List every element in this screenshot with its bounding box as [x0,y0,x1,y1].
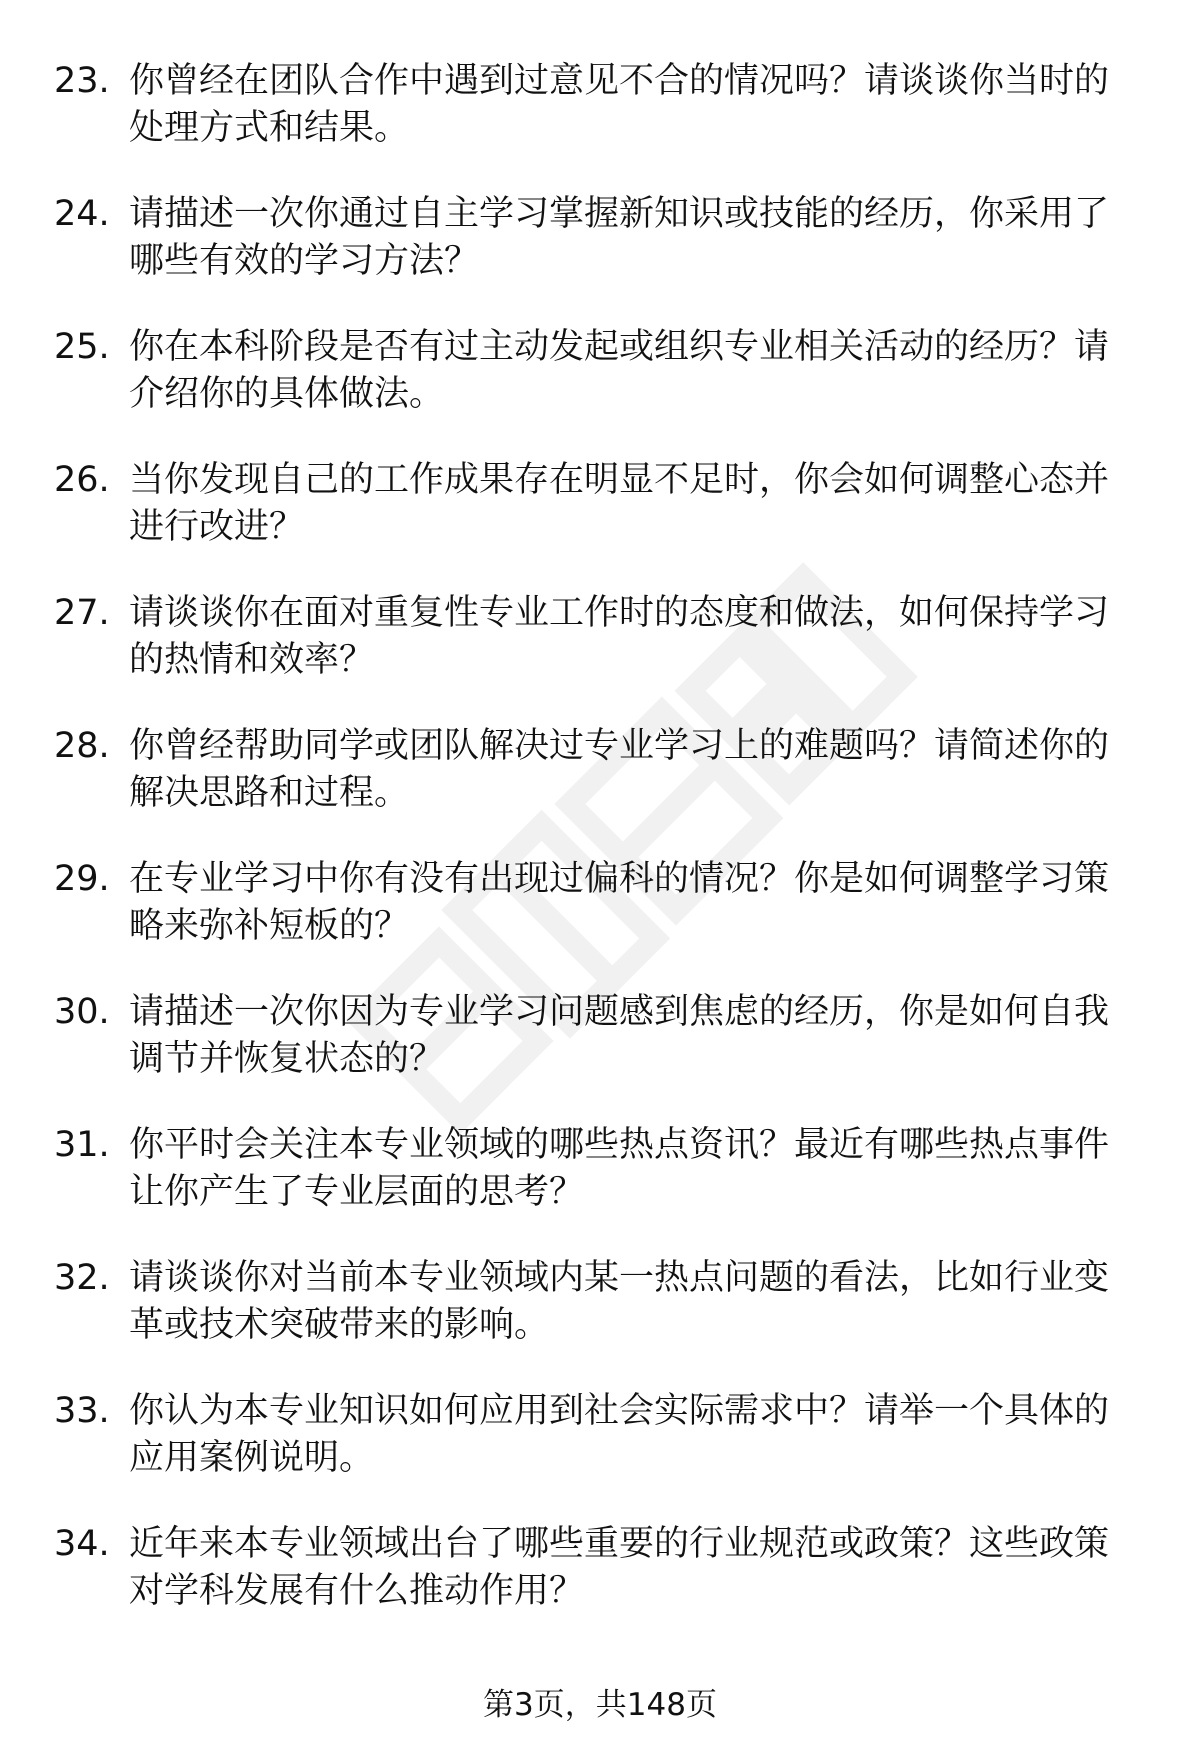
question-item [0,1521,1200,1654]
question-line: 你认为本专业知识如何应用到社会实际需求中？请举一个具体的 [129,1391,1110,1431]
question-text [129,457,1149,551]
question-line: 请谈谈你在面对重复性专业工作时的态度和做法，如何保持学习 [129,593,1110,633]
question-line: 对学科发展有什么推动作用？ [129,1571,585,1611]
question-number: 24. [54,194,110,234]
question-item [0,856,1200,989]
question-line: 进行改进？ [129,507,305,547]
question-line: 调节并恢复状态的？ [129,1039,445,1079]
question-number: 23. [54,61,110,101]
question-line: 哪些有效的学习方法？ [129,241,480,281]
question-text [129,58,1149,152]
question-text [129,856,1149,950]
question-line: 当你发现自己的工作成果存在明显不足时，你会如何调整心态并 [129,460,1110,500]
question-item [0,191,1200,324]
question-item [0,457,1200,590]
question-line: 的热情和效率？ [129,640,375,680]
question-text [129,989,1149,1083]
question-number: 33. [54,1391,110,1431]
question-line: 在专业学习中你有没有出现过偏科的情况？你是如何调整学习策 [129,859,1110,899]
question-item [0,1388,1200,1521]
question-text [129,590,1149,684]
question-line: 你平时会关注本专业领域的哪些热点资讯？最近有哪些热点事件 [129,1125,1110,1165]
question-text [129,324,1149,418]
question-line: 革或技术突破带来的影响。 [129,1305,550,1345]
question-number: 28. [54,726,110,766]
question-line: 应用案例说明。 [129,1438,375,1478]
question-number: 31. [54,1125,110,1165]
question-text [129,1521,1149,1615]
question-text [129,723,1149,817]
question-item [0,723,1200,856]
page-footer: 第3页，共148页 [483,1687,717,1723]
question-text [129,191,1149,285]
question-number: 29. [54,859,110,899]
question-item [0,324,1200,457]
question-list [0,58,1200,1654]
question-item [0,1122,1200,1255]
question-line: 你曾经在团队合作中遇到过意见不合的情况吗？请谈谈你当时的 [129,61,1110,101]
question-line: 你曾经帮助同学或团队解决过专业学习上的难题吗？请简述你的 [129,726,1110,766]
question-item [0,1255,1200,1388]
question-number: 26. [54,460,110,500]
question-line: 解决思路和过程。 [129,773,410,813]
question-item [0,989,1200,1122]
question-line: 你在本科阶段是否有过主动发起或组织专业相关活动的经历？请 [129,327,1110,367]
question-line: 近年来本专业领域出台了哪些重要的行业规范或政策？这些政策 [129,1524,1110,1564]
question-item [0,590,1200,723]
question-number: 27. [54,593,110,633]
question-number: 25. [54,327,110,367]
question-line: 请描述一次你因为专业学习问题感到焦虑的经历，你是如何自我 [129,992,1110,1032]
question-number: 34. [54,1524,110,1564]
question-line: 请描述一次你通过自主学习掌握新知识或技能的经历，你采用了 [129,194,1110,234]
question-line: 请谈谈你对当前本专业领域内某一热点问题的看法，比如行业变 [129,1258,1110,1298]
question-line: 略来弥补短板的？ [129,906,410,946]
question-number: 30. [54,992,110,1032]
question-text [129,1255,1149,1349]
question-item [0,58,1200,191]
question-text [129,1122,1149,1216]
question-number: 32. [54,1258,110,1298]
question-line: 让你产生了专业层面的思考？ [129,1172,585,1212]
question-line: 处理方式和结果。 [129,108,410,148]
question-text [129,1388,1149,1482]
question-line: 介绍你的具体做法。 [129,374,445,414]
